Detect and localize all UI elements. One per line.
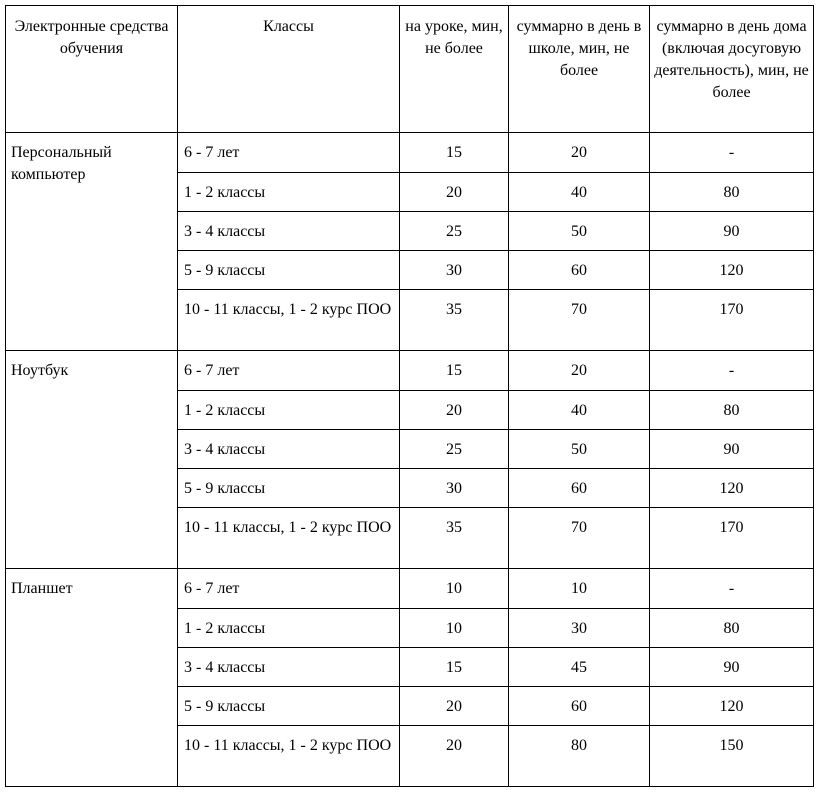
school-cell: 70 <box>509 290 650 351</box>
class-cell: 5 - 9 классы <box>178 251 400 290</box>
lesson-cell: 25 <box>400 212 509 251</box>
school-cell: 20 <box>509 351 650 391</box>
home-cell: 90 <box>650 430 814 469</box>
school-cell: 40 <box>509 391 650 430</box>
lesson-cell: 15 <box>400 133 509 173</box>
school-cell: 45 <box>509 648 650 687</box>
class-cell: 6 - 7 лет <box>178 569 400 609</box>
class-cell: 3 - 4 классы <box>178 212 400 251</box>
class-cell: 1 - 2 классы <box>178 391 400 430</box>
lesson-cell: 10 <box>400 569 509 609</box>
screen-time-table <box>5 5 814 787</box>
lesson-cell: 25 <box>400 430 509 469</box>
lesson-cell: 20 <box>400 173 509 212</box>
home-cell: 150 <box>650 726 814 787</box>
device-cell: Ноутбук <box>6 351 178 569</box>
school-cell: 60 <box>509 251 650 290</box>
class-cell: 3 - 4 классы <box>178 430 400 469</box>
header-classes: Классы <box>178 6 400 133</box>
class-cell: 1 - 2 классы <box>178 173 400 212</box>
table-row <box>6 569 814 609</box>
home-cell: 120 <box>650 687 814 726</box>
class-cell: 10 - 11 классы, 1 - 2 курс ПОО <box>178 290 400 351</box>
home-cell: 80 <box>650 173 814 212</box>
header-device: Электронные средства обучения <box>6 6 178 133</box>
device-cell: Планшет <box>6 569 178 787</box>
device-cell: Персональный компьютер <box>6 133 178 351</box>
school-cell: 30 <box>509 609 650 648</box>
home-cell: - <box>650 351 814 391</box>
lesson-cell: 30 <box>400 251 509 290</box>
school-cell: 60 <box>509 469 650 508</box>
class-cell: 1 - 2 классы <box>178 609 400 648</box>
school-cell: 50 <box>509 430 650 469</box>
home-cell: 90 <box>650 212 814 251</box>
home-cell: 170 <box>650 508 814 569</box>
school-cell: 50 <box>509 212 650 251</box>
class-cell: 10 - 11 классы, 1 - 2 курс ПОО <box>178 508 400 569</box>
class-cell: 5 - 9 классы <box>178 469 400 508</box>
home-cell: 120 <box>650 251 814 290</box>
lesson-cell: 15 <box>400 351 509 391</box>
class-cell: 6 - 7 лет <box>178 351 400 391</box>
school-cell: 10 <box>509 569 650 609</box>
home-cell: 170 <box>650 290 814 351</box>
header-home-day: суммарно в день дома (включая досуговую деятельность), мин, не более <box>650 6 814 133</box>
home-cell: - <box>650 133 814 173</box>
table-row <box>6 133 814 173</box>
lesson-cell: 10 <box>400 609 509 648</box>
school-cell: 70 <box>509 508 650 569</box>
lesson-cell: 20 <box>400 391 509 430</box>
lesson-cell: 30 <box>400 469 509 508</box>
header-row <box>6 6 814 133</box>
class-cell: 3 - 4 классы <box>178 648 400 687</box>
header-per-lesson: на уроке, мин, не более <box>400 6 509 133</box>
table-row <box>6 351 814 391</box>
home-cell: 120 <box>650 469 814 508</box>
class-cell: 10 - 11 классы, 1 - 2 курс ПОО <box>178 726 400 787</box>
lesson-cell: 20 <box>400 687 509 726</box>
school-cell: 20 <box>509 133 650 173</box>
lesson-cell: 15 <box>400 648 509 687</box>
lesson-cell: 35 <box>400 290 509 351</box>
lesson-cell: 20 <box>400 726 509 787</box>
school-cell: 60 <box>509 687 650 726</box>
school-cell: 80 <box>509 726 650 787</box>
lesson-cell: 35 <box>400 508 509 569</box>
header-school-day: суммарно в день в школе, мин, не более <box>509 6 650 133</box>
school-cell: 40 <box>509 173 650 212</box>
home-cell: 80 <box>650 609 814 648</box>
home-cell: 90 <box>650 648 814 687</box>
home-cell: - <box>650 569 814 609</box>
class-cell: 6 - 7 лет <box>178 133 400 173</box>
home-cell: 80 <box>650 391 814 430</box>
class-cell: 5 - 9 классы <box>178 687 400 726</box>
